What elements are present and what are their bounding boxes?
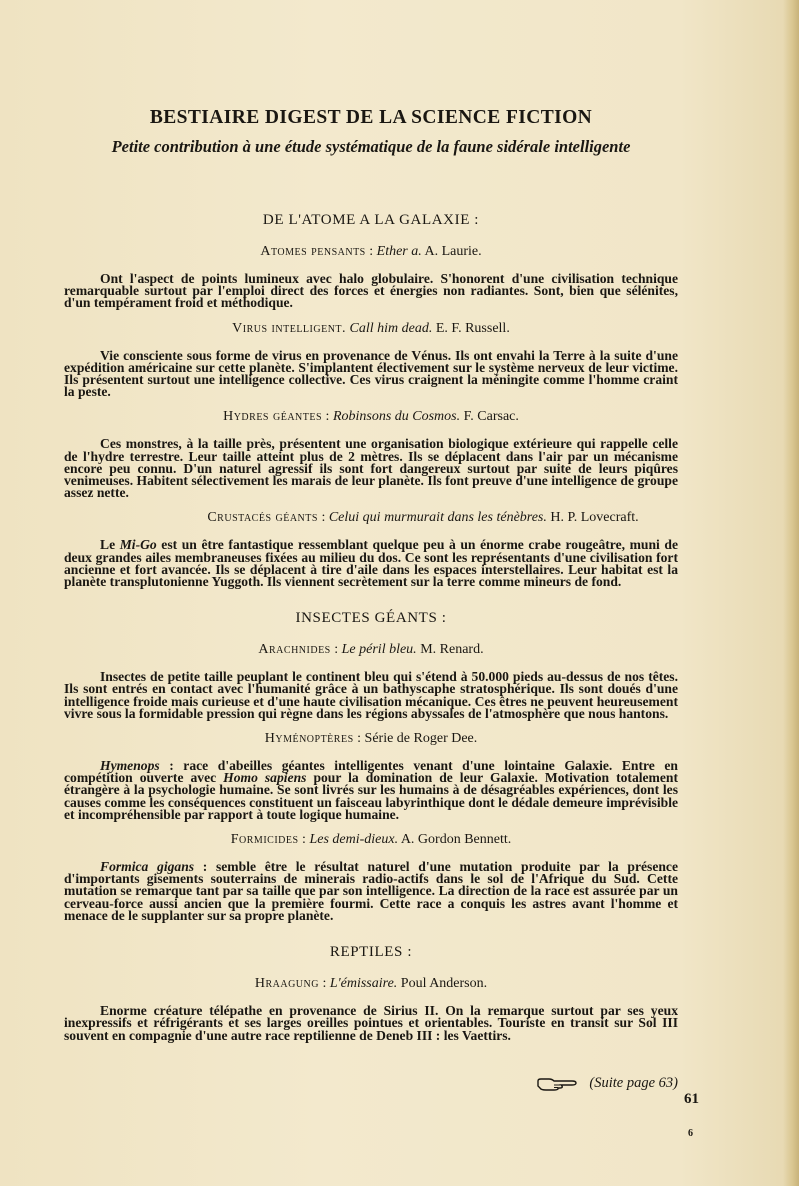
entry-separator: : — [298, 832, 310, 848]
entry-category: Atomes pensants — [260, 244, 366, 259]
text-run: : semble être le résultat naturel d'une mutation produite par la présence d'importants gisements souterrains de minerais radio-actifs dans le sol de l'Afrique du Sud. Cette mutation se remarque tant par sa taille que par son intelligence. La direction de la race est assurée par un cerveau-force aussi ancien que la première fourmi. Cette race a conquis les astres avant l'homme et menace de le supplanter sur sa propre planète. — [64, 859, 678, 923]
entry-separator: : — [318, 976, 330, 992]
entry-heading — [64, 408, 678, 425]
entry-heading — [64, 975, 678, 992]
entry-category: Arachnides — [258, 642, 331, 658]
entry-separator: : — [322, 409, 333, 425]
entry-heading — [64, 243, 678, 260]
section-heading: REPTILES : — [329, 944, 413, 961]
entry-heading — [64, 730, 678, 747]
species-name: Hymenops — [100, 758, 160, 774]
text-run: Enorme créature télépathe en provenance de Sirius II. On la remarque surtout par ses yeux inexpressifs et réfrigérants et ses larges oreilles pointues et orientables. Touriste en transit sur Sol III souvent en compagnie d'une autre race reptilienne de Deneb III : les Vaettirs. — [64, 1003, 678, 1043]
species-name: Mi-Go — [119, 537, 157, 553]
entry-category: Hyménoptères — [264, 731, 354, 747]
continued-note — [508, 1075, 678, 1092]
entry-work: Celui qui murmurait dans les ténèbres. — [328, 510, 547, 526]
article-title: BESTIAIRE DIGEST DE LA SCIENCE FICTION — [149, 107, 593, 128]
entry-category: Hraagung — [254, 976, 319, 992]
entry-description — [64, 1005, 678, 1042]
text-run: : race d'abeilles géantes intelligentes venant d'une lointaine Galaxie. Entre en compétition ouverte avec — [64, 758, 678, 786]
entry-author: F. Carsac. — [460, 409, 519, 425]
entry-work: Call him dead. — [349, 320, 433, 336]
entry-separator: : — [330, 642, 342, 658]
entry-author: Poul Anderson. — [397, 976, 488, 992]
entry-description — [64, 438, 678, 499]
entry-author: Série de Roger Dee. — [364, 731, 478, 747]
entry-description — [64, 539, 678, 588]
entry-category: Formicides — [230, 832, 299, 848]
section-heading: DE L'ATOME A LA GALAXIE : — [262, 212, 480, 228]
continued-text: (Suite page 63) — [589, 1075, 678, 1091]
sections — [64, 210, 678, 1042]
entry-heading — [64, 320, 678, 337]
entry-work: Robinsons du Cosmos. — [332, 409, 461, 425]
pointing-hand-icon — [537, 1077, 579, 1091]
entry-author: M. Renard. — [416, 642, 484, 658]
entry-work: Le péril bleu. — [341, 642, 417, 658]
entry-description — [64, 760, 678, 821]
entry-work: Les demi-dieux. — [309, 832, 399, 848]
entry-category: Virus intelligent. — [232, 320, 347, 336]
entry-heading — [64, 641, 678, 658]
entry-description — [64, 671, 678, 720]
entry-author: H. P. Lovecraft. — [546, 510, 639, 526]
entry-heading — [64, 509, 678, 526]
entry-separator: : — [353, 731, 365, 747]
text-run: Ces monstres, à la taille près, présentent une organisation biologique extérieure qui rappelle celle de l'hydre terrestre. Leur taille atteint plus de 2 mètres. Ils se déplacent dans l'air par un mécanisme encore peu connu. D'un naturel agressif ils sont fort dangereux surtout par suite de leurs piqûres venimeuses. Habitent sélectivement les marais de leur planète. Ils font preuve d'une intelligence de groupe assez nette. — [64, 436, 678, 501]
entry-author: A. Gordon Bennett. — [398, 832, 512, 848]
page-number: 61 — [684, 1091, 699, 1107]
entry-work: Ether a. — [376, 244, 422, 259]
entry-description — [64, 347, 678, 400]
entry-description — [64, 273, 678, 310]
text-run: pour la domination de leur Galaxie. Motivation totalement étrangère à la psychologie humaine. Se sont livrés sur les humains à de désagréables expériences, dont les causes comme les conséquences constituent un faisceau labyrinthique dont le dédale demeure imprévisible et incompréhensible par rapport à toute logique humaine. — [64, 770, 678, 822]
species-name: Formica gigans — [100, 859, 195, 875]
entry-separator: : — [365, 244, 377, 259]
text-run: Insectes de petite taille peuplant le continent bleu qui s'étend à 50.000 pieds au-dessus de nos têtes. Ils sont entrés en contact avec l'humanité grâce à un bathyscaphe stratosphérique. Ils sont doués d'une intelligence froide mais curieuse et d'une haute civilisation mécanique. Ces êtres ne peuvent heureusement vivre sous la formidable pression qui règne dans les régions abyssales de l'atmosphère que nous hantons. — [64, 669, 678, 721]
text-run: Le — [100, 537, 120, 553]
text-run: Ont l'aspect de points lumineux avec halo globulaire. S'honorent d'une civilisation technique remarquable surtout par l'emploi direct des forces et énergies non radiantes. Sont, bien que sélénites, d'un tempérament froid et méthodique. — [64, 271, 678, 311]
article — [64, 106, 678, 1042]
section-heading: INSECTES GÉANTS : — [295, 610, 447, 627]
text-run: est un être fantastique ressemblant quelque peu à un énorme crabe rougeâtre, muni de deux grandes ailes membraneuses fixées au milieu du dos. Ce sont les représentants d'une civilisation fort ancienne et fort avancée. Ils se déplacent à tire d'aile dans les espaces interstellaires. Leur habitat est la planète transplutonienne Yuggoth. Ils viennent secrètement sur la terre comme mineurs de fond. — [64, 537, 678, 590]
entry-separator: : — [317, 510, 329, 526]
entry-author: A. Laurie. — [421, 244, 482, 259]
page-edge — [783, 0, 799, 1186]
article-subtitle: Petite contribution à une étude systématique de la faune sidérale intelligente — [111, 137, 631, 156]
signature-mark: 6 — [688, 1128, 693, 1139]
entry-description — [64, 861, 678, 922]
entry-author: E. F. Russell. — [432, 320, 510, 336]
entry-heading — [64, 831, 678, 848]
entry-category: Crustacés géants — [207, 510, 318, 526]
entry-work: L'émissaire. — [329, 976, 398, 992]
text-run: Vie consciente sous forme de virus en provenance de Vénus. Ils ont envahi la Terre à la suite d'une expédition américaine sur cette planète. S'implantent électivement sur le système nerveux de leur victime. Ils présentent surtout une intelligence collective. Ces virus craignent la méningite comme l'homme craint la peste. — [64, 347, 678, 400]
entry-category: Hydres géantes — [223, 409, 323, 425]
species-name: Homo sapiens — [223, 770, 307, 786]
